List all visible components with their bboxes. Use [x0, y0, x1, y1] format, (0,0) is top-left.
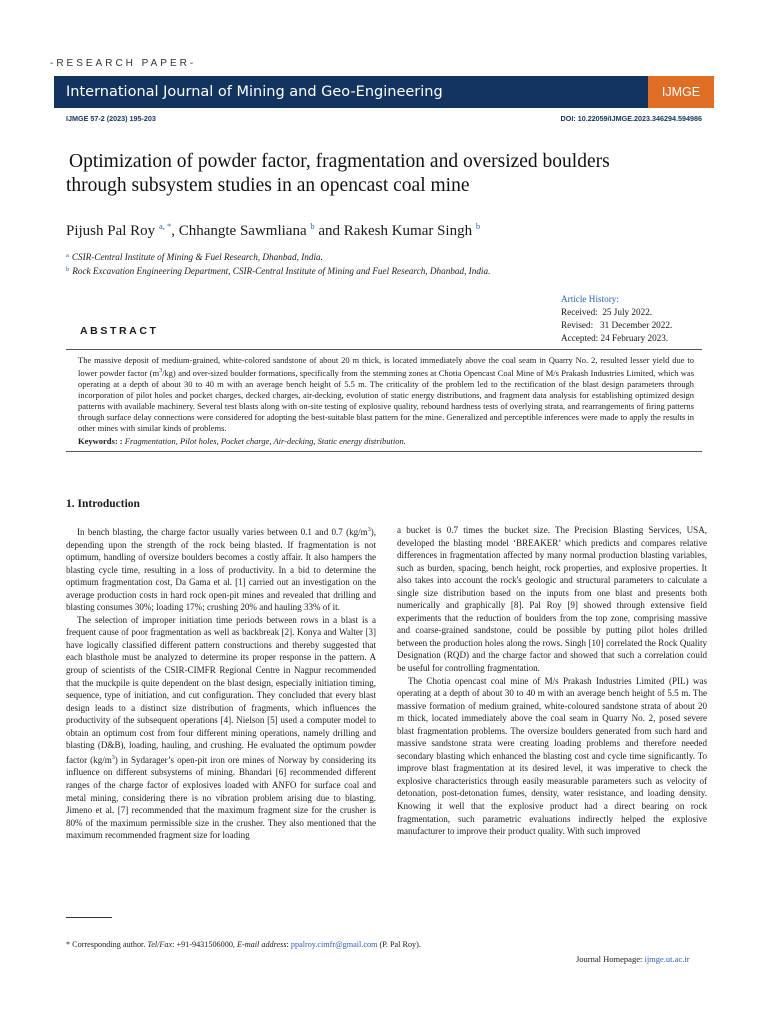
section-heading-introduction: 1. Introduction [66, 498, 140, 510]
paragraph: The selection of improper initiation time periods between rows in a blast is a frequent cause of poor fragmentation as well as backbreak [2]. Konya and Walter [3] have logically classified different pattern constructions and thereby suggested that each blasthole must be analyzed to determine its proper response in the pattern. A group of scientists of the CSIR-CIMFR Regional Centre in Nagpur recommended that the muckpile is quite dependent on the blast design, especially initiation timing, sequence, type of initiation, and cut configuration. They concluded that every blast design leads to a distinct size distribution of fragments, which influences the productivity of the subsequent operations [4]. Nielson [5] used a computer model to obtain an optimum cost from four different mining operations, namely drilling and blasting (D&B), loading, hauling, and crushing. He evaluated the optimum powder factor $(kg/m^3)$ in Sydarager’s open-pit iron ore mines of Norway by considering its influence on different subsystems of mining. Bhandari [6] recommended different ranges of the charge factor of explosives loaded with ANFO for surface coal and metal mining, considering there is no vibration problem arising due to blasting. Jimeno et al. [7] recommended that the maximum fragment size for the crusher is 80% of the maximum permissible size in the crusher. They also mentioned that the maximum recommended fragment size for loading [66, 614, 376, 841]
paragraph: a bucket is 0.7 times the bucket size. The Precision Blasting Services, USA, developed the blasting model ‘BREAKER’ which predicts and compares relative differences in fragmentation affected by many normal production blasting variables, such as burden, spacing, bench height, rock properties, and explosive properties. It also takes into account the rock's geologic and structural parameters to calculate a single size distribution based on the inputs from one blast and presents both numerically and graphically [8]. Pal Roy [9] showed through extensive field experiments that the reduction of boulders from the top zone, comprising massive and coarse-grained sandstone, could be possible by putting pilot holes drilled between the production holes along the rows. Singh [10] correlated the Rock Quality Designation (RQD) and the charge factor and showed that such a correlation could be useful for controlling fragmentation. [397, 525, 707, 674]
revised-date: Revised: 31 December 2022. [561, 320, 673, 330]
author-list: Pijush Pal Roy $^{a, *}$, Chhangte Sawmliana $^b$ and Rakesh Kumar Singh $^b$ [66, 221, 481, 239]
article-history-heading: Article History: [561, 294, 619, 304]
abstract-box [66, 349, 702, 452]
received-date: Received: 25 July 2022. [561, 307, 653, 317]
journal-banner [54, 76, 714, 108]
paragraph: The Chotia opencast coal mine of M/s Prakash Industries Limited (PIL) was operating at a depth of about 30 to 40 m with an average bench height of 5.5 m. The massive formation of medium grained, white-coloured sandstone strata of about 20 m thick, located immediately above the coal seam in Quarry No. 2, posed severe blast fragmentation problems. The oversize boulders generated from such hard and massive sandstone strata were creating loading problems and therefore needed secondary blasting which enhanced the blasting cost and cycle time significantly. To improve blast fragmentation at its desired level, it was imperative to check the explosive characteristics through easily measurable parameters such as velocity of detonation, post-detonation fumes, density, water resistance, and loading density. Knowing it well that the explosive product had a direct bearing on rock fragmentation, such parametric evaluations indirectly helped the explosive manufacturer to improve their product quality. With such improved [397, 675, 707, 837]
keywords [78, 434, 694, 448]
paper-title-line-1: Optimization of powder factor, fragmentation and oversized boulders [69, 151, 610, 172]
paragraph: In bench blasting, the charge factor usually varies between 0.1 and 0.7 $(kg/m^3)$, depending upon the strength of the rock being blasted. If fragmentation is not optimum, handling of oversize boulders becomes a costly affair. It also hampers the blasting cycle time, resulting in a loss of productivity. In a bid to determine the optimum fragmentation cost, Da Gama et al. [1] carried out an investigation on the average production costs in hard rock open-pit mines and revealed that drilling and blasting consumes 30%; loading 17%; crushing 20% and hauling 33% of it. [66, 527, 376, 613]
journal-abbr-badge: IJMGE [648, 76, 714, 108]
footnote-rule [66, 917, 112, 918]
body-column-left [66, 524, 376, 842]
abstract-text: The massive deposit of medium-grained, white-colored sandstone of about 20 m thick, is located immediately above the coal seam in Quarry No. 2, resulted lesser yield due to lower powder factor $(m^3/kg)$ and over-sized boulder formations, specifically from the stemming zones at Chotia Opencast Coal Mine of M/s Prakash Industries Limited, which was operating at a depth of about 30 to 40 m with an average bench height of 5.5 m. The criticality of the problem led to the rectification of the blast design parameters through incorporation of pilot holes and pocket charges, decked charges, air-decking, evolution of static energy distributions, and fragment data analysis for establishing optimized design patterns with available machinery. Several test blasts along with on-site testing of explosive quality, rebound hardness tests of overlying strata, and rearrangements of firing patterns through surface delay connections were considered for adopting the best-suitable blast pattern for the mine. Generalized and perceptible inferences were made to apply the results in other mines with similar kinds of problems. [78, 355, 694, 434]
keywords-list: Fragmentation, Pilot holes, Pocket charge, Air-decking, Static energy distribution. [124, 436, 406, 447]
author-affil-mark[interactable]: b [475, 221, 481, 231]
article-history [561, 293, 672, 345]
paper-title [66, 150, 706, 198]
author-name: Rakesh Kumar Singh [343, 223, 473, 239]
body-column-right [397, 524, 707, 838]
keywords-label: Keywords: : [78, 436, 123, 447]
paper-title-line-2: through subsystem studies in an opencast coal mine [66, 175, 470, 196]
author-name: Chhangte Sawmliana [178, 223, 307, 239]
abstract-heading: ABSTRACT [80, 325, 159, 337]
doi[interactable]: DOI: 10.22059/IJMGE.2023.346294.594986 [560, 114, 702, 123]
citation-row [66, 114, 702, 123]
paper-type-kicker: -RESEARCH PAPER- [50, 58, 197, 69]
journal-homepage: Journal Homepage: ijmge.ut.ac.ir [576, 954, 690, 964]
corresponding-author-footnote: * Corresponding author. Tel/Fax: +91-9431506000, E-mail address: ppalroy.cimfr@gmail.com (P. Pal Roy). [66, 940, 421, 949]
journal-title: International Journal of Mining and Geo-Engineering [66, 84, 443, 100]
affiliation-a: $^a$ CSIR-Central Institute of Mining & Fuel Research, Dhanbad, India. [66, 252, 323, 262]
affiliation-b: $^b$ Rock Excavation Engineering Department, CSIR-Central Institute of Mining and Fuel Research, Dhanbad, India. [66, 266, 491, 276]
author-name: Pijush Pal Roy [66, 223, 156, 239]
accepted-date: Accepted: 24 February 2023. [561, 333, 669, 343]
author-affil-mark[interactable]: a, * [158, 221, 172, 231]
author-affil-mark[interactable]: b [310, 221, 315, 231]
citation: IJMGE 57-2 (2023) 195-203 [66, 114, 156, 123]
email-link[interactable]: ppalroy.cimfr@gmail.com [290, 940, 378, 949]
homepage-link[interactable]: ijmge.ut.ac.ir [644, 954, 690, 964]
